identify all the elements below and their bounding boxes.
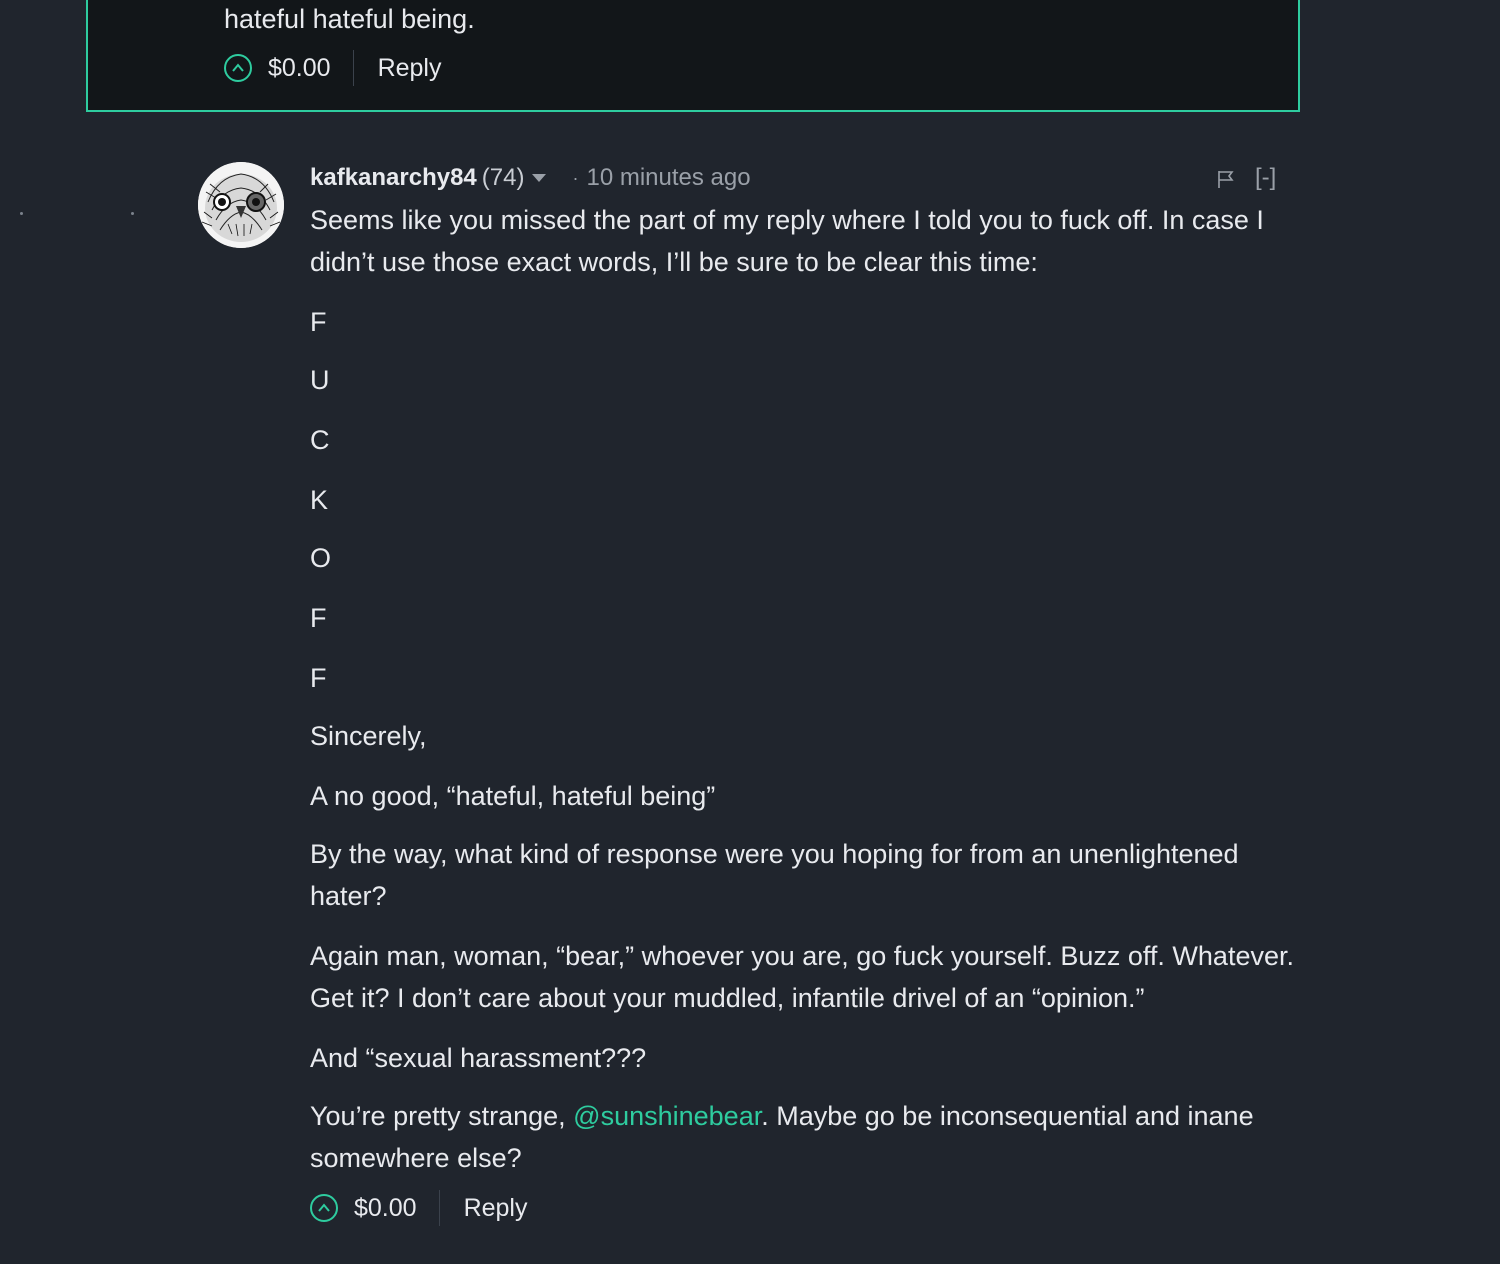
upvote-button[interactable] <box>310 1194 338 1222</box>
header-separator: · <box>572 167 579 188</box>
comment-paragraph-last <box>310 1095 1300 1179</box>
comment-paragraph: K <box>310 485 329 515</box>
parent-comment-actions <box>224 48 441 88</box>
comment-paragraph: O <box>310 543 332 573</box>
parent-comment-text: hateful hateful being. <box>224 4 475 34</box>
comment-paragraph: F <box>310 307 327 337</box>
comment-paragraph: F <box>310 603 327 633</box>
comment-payout[interactable]: $0.00 <box>354 1193 417 1222</box>
action-divider <box>353 50 354 86</box>
comment-paragraph: By the way, what kind of response were you hoping for from an unenlightened hater? <box>310 839 1239 911</box>
comment-paragraph: Again man, woman, “bear,” whoever you are, go fuck yourself. Buzz off. Whatever. Get it? I don’t care about your muddled, infantile drivel of an “opinion.” <box>310 941 1294 1013</box>
parent-reply-button[interactable]: Reply <box>377 53 442 82</box>
comment-actions <box>310 1188 527 1228</box>
comment-paragraph: C <box>310 425 330 455</box>
paragraph-text: You’re pretty strange, <box>310 1101 574 1131</box>
user-mention-link[interactable]: @sunshinebear <box>573 1101 762 1131</box>
decorative-dot <box>131 212 134 215</box>
flag-icon[interactable] <box>1215 168 1237 190</box>
comment-paragraph: Seems like you missed the part of my reply where I told you to fuck off. In case I didn’t use those exact words, I’ll be sure to be clear this time: <box>310 205 1264 277</box>
paragraph-text: . Maybe go be inconsequential and inane somewhere else? <box>310 1101 1254 1173</box>
parent-payout[interactable]: $0.00 <box>268 53 331 82</box>
decorative-dot <box>20 212 23 215</box>
owl-avatar-image <box>198 162 284 248</box>
comment-header <box>310 160 751 196</box>
action-divider <box>439 1190 440 1226</box>
comment-paragraph: U <box>310 365 330 395</box>
collapse-toggle[interactable]: [-] <box>1255 164 1277 191</box>
chevron-up-icon <box>317 1201 331 1215</box>
parent-upvote-button[interactable] <box>224 54 252 82</box>
chevron-up-icon <box>231 61 245 75</box>
comment-paragraph: And “sexual harassment??? <box>310 1043 647 1073</box>
comment-paragraph: F <box>310 663 327 693</box>
caret-down-icon[interactable] <box>532 174 546 182</box>
author-avatar[interactable] <box>198 162 284 248</box>
comment-timestamp[interactable]: 10 minutes ago <box>586 164 751 191</box>
reply-button[interactable]: Reply <box>463 1193 528 1222</box>
comment-paragraph: Sincerely, <box>310 721 427 751</box>
author-name[interactable]: kafkanarchy84 <box>310 164 477 191</box>
author-reputation: (74) <box>481 164 525 191</box>
comment-paragraph: A no good, “hateful, hateful being” <box>310 781 716 811</box>
